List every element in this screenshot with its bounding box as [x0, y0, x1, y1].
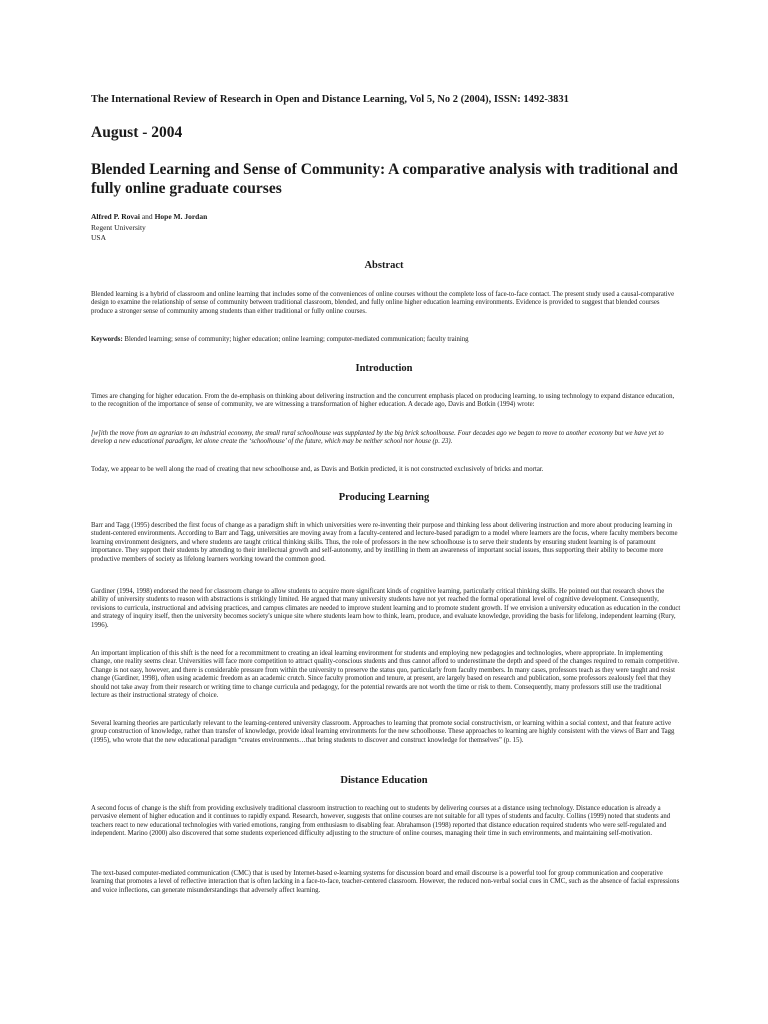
- keywords-label: Keywords:: [91, 336, 123, 343]
- author-line: [91, 212, 207, 223]
- paragraph: Several learning theories are particularly relevant to the learning-centered university classroom. Approaches to learning that promote social constructivism, or learning within a social context, and that feature active group construction of knowledge, rather than transfer of knowledge, provide ideal learning environments for the new schoolhouse. These approaches to learning are highly consistent with the views of Barr and Tagg (1995), who wrote that the new educational paradigm “creates environments…that bring students to discover and construct knowledge for themselves” (p. 15).: [91, 720, 675, 744]
- paragraph: An important implication of this shift is the need for a recommitment to creating an ideal learning environment for students and employing new pedagogies and technologies, where appropriate. In implementing change, one reality seems clear. Universities will face more competition to attract quality-conscious students and thus cannot afford to underestimate the depth and speed of the changes required to remain competitive. Change is not easy, however, and there is considerable pressure from within the university to preserve the status quo, particularly from faculty members. In many cases, professors teach as they were taught and resist change (Gardiner, 1998), often using academic freedom as an academic crutch. Since faculty promotion and tenure, at present, are largely based on research and publication, some professors zealously feel that they should not take away from their research or writing time to change curricula and pedagogy, for the potential rewards are not worth the time or risk to them. Consequently, many professors still use the traditional lecture as their instructional strategy of choice.: [91, 650, 680, 700]
- author-name: Alfred P. Rovai: [91, 212, 140, 221]
- journal-header: The International Review of Research in Open and Distance Learning, Vol 5, No 2 (2004), ISSN: 1492-3831: [91, 94, 569, 105]
- keywords-text: Blended learning; sense of community; higher education; online learning; computer-mediated communication; faculty training: [122, 336, 469, 343]
- abstract-heading: Abstract: [364, 260, 404, 271]
- keywords: [91, 336, 681, 344]
- introduction-heading: Introduction: [355, 363, 413, 374]
- author-block: [91, 212, 207, 244]
- paragraph: Barr and Tagg (1995) described the first focus of change as a paradigm shift in which universities were re-inventing their purpose and thinking less about delivering instruction and more about producing learning in student-centered environments. According to Barr and Tagg, universities are moving away from a faculty-centered and lecture-based paradigm to a model where learners are the focus, where faculty members become learning environment designers, and where students are taught critical thinking skills. Thus, the role of professors in the new schoolhouse is to serve their students by ensuring student learning is of paramount importance. They support their students by attending to their intellectual growth and self-autonomy, and by instilling in them an awareness of important social issues, thus supporting their ability to become more productive members of society as lifelong learners working toward the common good.: [91, 522, 678, 563]
- author-affiliation: Regent University: [91, 222, 146, 232]
- author-conjunction: and: [139, 212, 155, 221]
- issue-date: August - 2004: [91, 124, 183, 141]
- producing-learning-heading: Producing Learning: [338, 492, 430, 503]
- paragraph: Today, we appear to be well along the road of creating that new schoolhouse and, as Davis and Botkin predicted, it is not constructed exclusively of bricks and mortar.: [91, 466, 544, 473]
- block-quote: [w]ith the move from an agrarian to an industrial economy, the small rural schoolhouse was supplanted by the big brick schoolhouse. Four decades ago we began to move to another economy but we have yet to develop a new educational paradigm, let alone create the ‘schoolhouse’ of the future, which may be neither school nor house (p. 23).: [91, 430, 664, 446]
- author-country: USA: [91, 233, 107, 242]
- abstract-text: Blended learning is a hybrid of classroom and online learning that includes some of the conveniences of online courses without the complete loss of face-to-face contact. The present study used a causal-comparative design to examine the relationship of sense of community between traditional classroom, blended, and fully online higher education learning environments. Evidence is provided to suggest that blended courses produce a stronger sense of community among students than either traditional or fully online courses.: [91, 291, 675, 315]
- paragraph: Gardiner (1994, 1998) endorsed the need for classroom change to allow students to acquire more significant kinds of cognitive learning, particularly critical thinking skills. He pointed out that research shows the ability of university students to reason with abstractions is strikingly limited. He argued that many university students have not yet reached the formal operational level of cognitive development. Consequently, revisions to curricula, instructional and advising practices, and campus climates are needed to improve student learning and to promote student growth. If we envision a university education as education in the conduct and strategy of inquiry itself, then the university becomes society's unique site where students learn how to think, learn, produce, and evaluate knowledge, providing the basis for lifelong, independent learning (Rury, 1996).: [91, 588, 681, 629]
- distance-education-heading: Distance Education: [340, 775, 428, 786]
- paragraph: The text-based computer-mediated communication (CMC) that is used by Internet-based e-learning systems for discussion board and email discourse is a powerful tool for group communication and cooperative learning that promotes a level of reflective interaction that is often lacking in a face-to-face, teacher-centered classroom. However, the reduced non-verbal social cues in CMC, such as the absence of facial expressions and voice inflections, can generate misunderstandings that adversely affect learning.: [91, 870, 680, 894]
- paragraph: Times are changing for higher education. From the de-emphasis on thinking about delivering instruction and the concurrent emphasis placed on producing learning, to using technology to expand distance education, to the recognition of the importance of sense of community, we are witnessing a transformation of higher education. A decade ago, Davis and Botkin (1994) wrote:: [91, 393, 675, 409]
- paper-title: Blended Learning and Sense of Community: A comparative analysis with traditional and fully online graduate courses: [91, 161, 678, 197]
- author-name: Hope M. Jordan: [154, 212, 208, 221]
- paragraph: A second focus of change is the shift from providing exclusively traditional classroom instruction to reaching out to students by delivering courses at a distance using technology. Distance education is already a pervasive element of higher education and it continues to rapidly expand. Research, however, suggests that online courses are not suitable for all types of students and faculty. Collins (1999) noted that students and teachers react to new educational technologies with varied emotions, ranging from enthusiasm to disabling fear. Abrahamson (1998) reported that distance education required students who were self-regulated and independent. Marino (2000) also discovered that some students experienced difficulty adjusting to the structure of online courses, managing their time in such environments, and maintaining self-motivation.: [91, 805, 671, 838]
